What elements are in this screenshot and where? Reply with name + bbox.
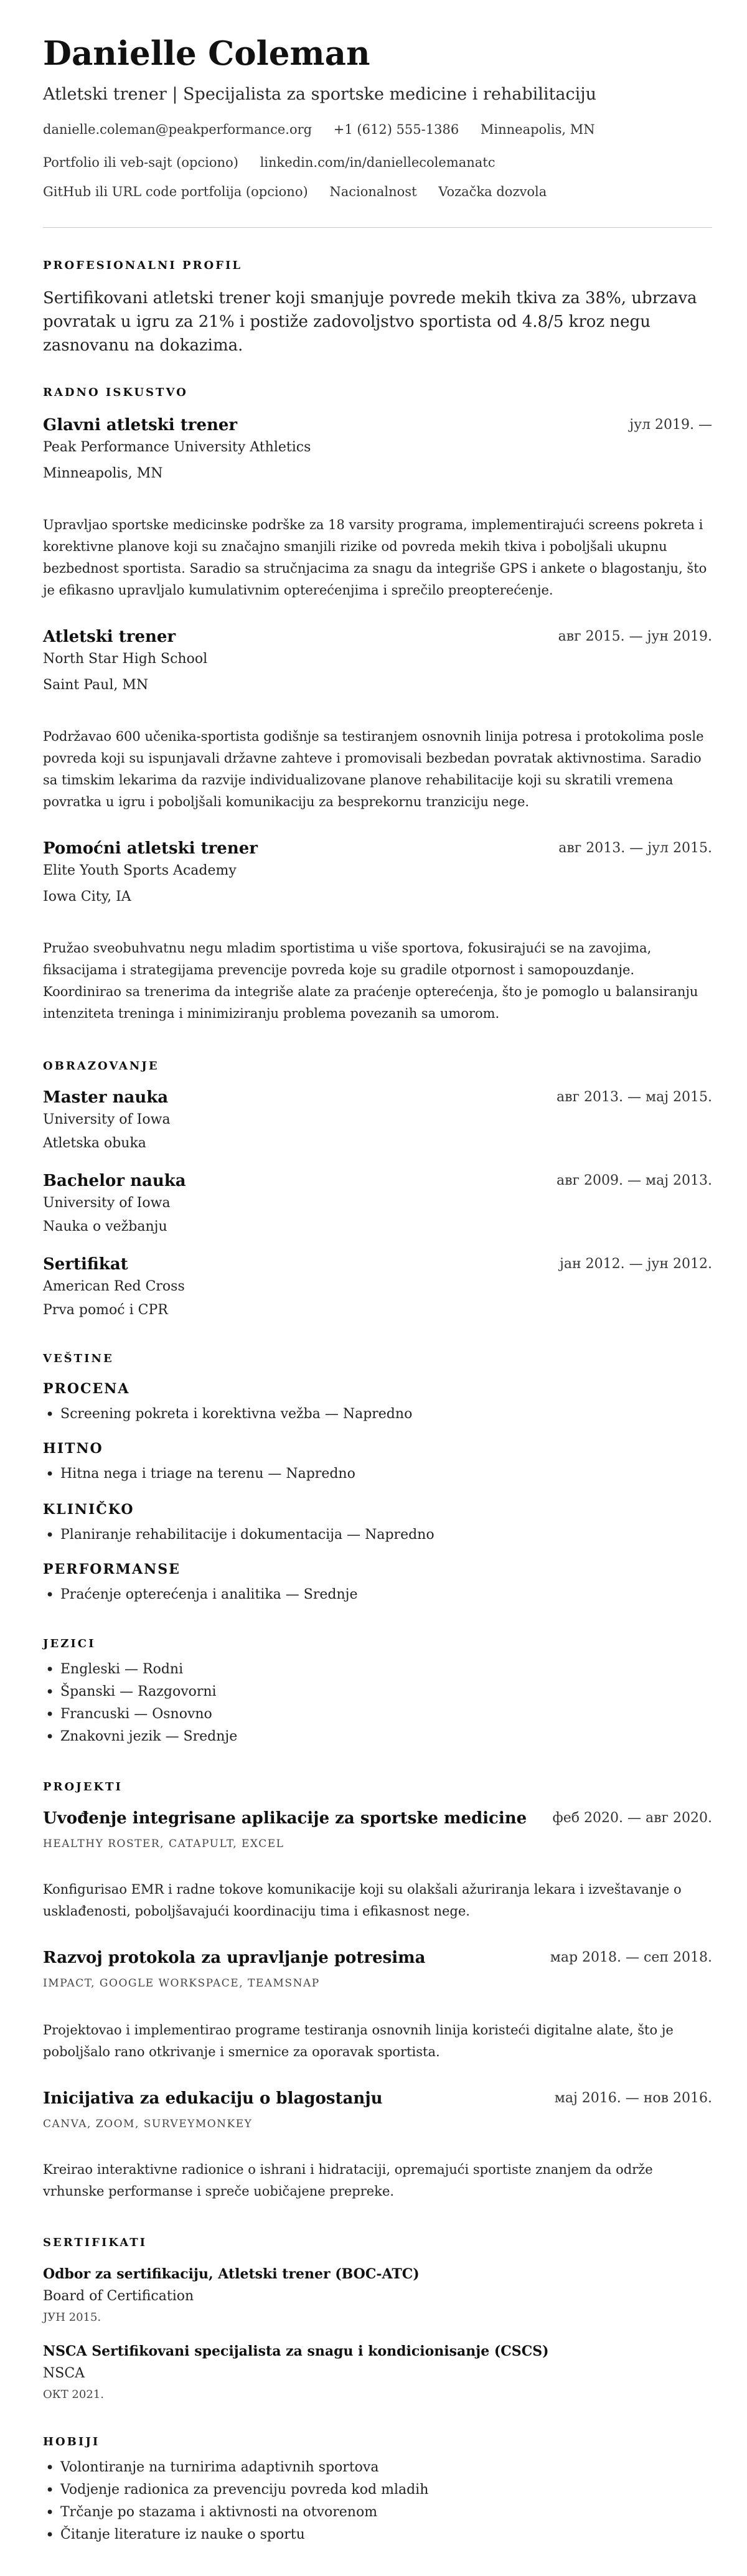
- certificate-issuer: Board of Certification: [43, 2288, 194, 2304]
- job-date: авг 2015. — јун 2019.: [558, 629, 712, 644]
- project-date: мај 2016. — нов 2016.: [554, 2090, 712, 2106]
- job-description: Upravljao sportske medicinske podrške za 18 varsity programa, implementirajući screens pokreta i korektivne planove koji su značajno smanjili rizike od povreda mekih tkiva i poboljšali ukupnu bezbednost sportista. Saradio sa stručnjacima za snagu da integriše GPS i ankete o blagostanju, što je efikasno upravljalo kumulativnim opterećenjima i sprečilo preopterećenje.: [43, 517, 707, 598]
- skill-item: • Screening pokreta i korektivna vežba — Napredno: [43, 1403, 412, 1426]
- hobby-item: • Čitanje literature iz nauke o sportu: [43, 2524, 428, 2546]
- skill-item: • Praćenje opterećenja i analitika — Srednje: [43, 1584, 357, 1606]
- contact-row-3: [43, 184, 564, 199]
- school-name: American Red Cross: [43, 1279, 185, 1294]
- project-tech: HEALTHY ROSTER, CATAPULT, EXCEL: [43, 1838, 284, 1850]
- portfolio-link[interactable]: Portfolio ili veb-sajt (opciono): [43, 155, 238, 170]
- project-date: феб 2020. — авг 2020.: [552, 1810, 712, 1826]
- skill-list: [43, 1463, 355, 1485]
- degree-title: Sertifikat: [43, 1255, 128, 1274]
- hobby-list: [43, 2456, 428, 2546]
- study-field: Nauka o vežbanju: [43, 1219, 167, 1234]
- project-date: мар 2018. — сеп 2018.: [550, 1950, 712, 1965]
- section-hobbies-heading: HOBIJI: [43, 2435, 100, 2448]
- certificate-name: NSCA Sertifikovani specijalista za snagu i kondicionisanje (CSCS): [43, 2343, 549, 2359]
- section-projects-heading: PROJEKTI: [43, 1780, 123, 1793]
- profile-summary: Sertifikovani atletski trener koji smanjuje povrede mekih tkiva za 38%, ubrzava povratak u igru za 21% i postiže zadovoljstvo sportista od 4.8/5 kroz negu zasnovanu na dokazima.: [43, 289, 697, 355]
- email-link[interactable]: danielle.coleman@peakperformance.org: [43, 122, 312, 137]
- section-skills-heading: VEŠTINE: [43, 1352, 114, 1365]
- job-location: Saint Paul, MN: [43, 677, 149, 693]
- language-item: • Španski — Razgovorni: [43, 1681, 237, 1703]
- linkedin-link[interactable]: linkedin.com/in/daniellecolemanatc: [260, 155, 496, 170]
- language-item: • Francuski — Osnovno: [43, 1703, 237, 1726]
- hobby-item: • Vodjenje radionica za prevenciju povreda kod mladih: [43, 2479, 428, 2501]
- github-link[interactable]: GitHub ili URL code portfolija (opciono): [43, 184, 308, 199]
- project-tech: CANVA, ZOOM, SURVEYMONKEY: [43, 2118, 253, 2130]
- certificate-issuer: NSCA: [43, 2366, 85, 2381]
- skill-list: [43, 1524, 435, 1546]
- degree-date: авг 2013. — мај 2015.: [556, 1089, 712, 1105]
- location-text: Minneapolis, MN: [480, 122, 595, 137]
- hobby-item: • Volontiranje na turnirima adaptivnih sportova: [43, 2456, 428, 2479]
- certificate-date: ЈУН 2015.: [43, 2311, 101, 2324]
- section-profile-heading: PROFESIONALNI PROFIL: [43, 259, 243, 272]
- section-education-heading: OBRAZOVANJE: [43, 1060, 159, 1073]
- skill-category: PERFORMANSE: [43, 1561, 181, 1577]
- project-title: Razvoj protokola za upravljanje potresima: [43, 1948, 426, 1967]
- contact-row-2: [43, 155, 513, 170]
- section-languages-heading: JEZICI: [43, 1637, 96, 1650]
- skill-category: PROCENA: [43, 1381, 130, 1397]
- project-title: Uvođenje integrisane aplikacije za sportske medicine: [43, 1809, 527, 1828]
- job-title: Atletski trener: [43, 628, 176, 646]
- job-company: North Star High School: [43, 651, 208, 667]
- study-field: Prva pomoć i CPR: [43, 1302, 168, 1318]
- study-field: Atletska obuka: [43, 1135, 146, 1151]
- skill-category: KLINIČKO: [43, 1502, 134, 1518]
- header-divider: [43, 227, 712, 228]
- skill-item: • Hitna nega i triage na terenu — Napredno: [43, 1463, 355, 1485]
- job-description: Podržavao 600 učenika-sportista godišnje sa testiranjem osnovnih linija potresa i protokolima posle povreda koji su ispunjavali državne zahteve i promovisali bezbedan povratak aktivnostima. Saradio sa timskim lekarima da razvije individualizovane planove rehabilitacije koji su skratili vremena povratka u igru i poboljšali komunikaciju za besprekornu tranziciju nege.: [43, 729, 704, 809]
- phone-text: +1 (612) 555-1386: [333, 122, 459, 137]
- job-company: Peak Performance University Athletics: [43, 440, 311, 455]
- language-item: • Engleski — Rodni: [43, 1658, 237, 1681]
- job-company: Elite Youth Sports Academy: [43, 863, 237, 878]
- contact-row-1: [43, 122, 613, 137]
- certificate-name: Odbor za sertifikaciju, Atletski trener (BOC-ATC): [43, 2266, 420, 2282]
- degree-date: авг 2009. — мај 2013.: [556, 1173, 712, 1188]
- section-certificates-heading: SERTIFIKATI: [43, 2236, 148, 2249]
- nationality-text: Nacionalnost: [329, 184, 417, 199]
- degree-title: Bachelor nauka: [43, 1172, 186, 1190]
- project-description: Konfigurisao EMR i radne tokove komunikacije koji su olakšali ažuriranja lekara i izveštavanje o usklađenosti, poboljšavajući koordinaciju tima i efikasnost nege.: [43, 1882, 682, 1919]
- language-item: • Znakovni jezik — Srednje: [43, 1726, 237, 1748]
- job-date: јул 2019. —: [629, 417, 712, 433]
- project-tech: IMPACT, GOOGLE WORKSPACE, TEAMSNAP: [43, 1977, 320, 1990]
- skill-item: • Planiranje rehabilitacije i dokumentacija — Napredno: [43, 1524, 435, 1546]
- job-location: Iowa City, IA: [43, 889, 131, 905]
- skill-list: [43, 1403, 412, 1426]
- project-description: Kreirao interaktivne radionice o ishrani i hidrataciji, opremajući sportiste znanjem da održe vrhunske performanse i spreče uobičajene prepreke.: [43, 2162, 653, 2199]
- certificate-date: ОКТ 2021.: [43, 2388, 104, 2401]
- job-title: Glavni atletski trener: [43, 416, 238, 435]
- school-name: University of Iowa: [43, 1195, 171, 1211]
- job-location: Minneapolis, MN: [43, 466, 163, 481]
- degree-title: Master nauka: [43, 1088, 169, 1107]
- language-list: [43, 1658, 237, 1748]
- job-date: авг 2013. — јул 2015.: [558, 840, 712, 856]
- hobby-item: • Trčanje po stazama i aktivnosti na otvorenom: [43, 2501, 428, 2524]
- candidate-title: Atletski trener | Specijalista za sportske medicine i rehabilitaciju: [43, 85, 596, 104]
- project-title: Inicijativa za edukaciju o blagostanju: [43, 2089, 383, 2108]
- job-title: Pomoćni atletski trener: [43, 839, 258, 858]
- skill-list: [43, 1584, 357, 1606]
- job-description: Pružao sveobuhvatnu negu mladim sportistima u više sportova, fokusirajući se na zavojima, fiksacijama i strategijama prevencije povreda koje su gradile otpornost i samopouzdanje. Koordinirao sa trenerima da integriše alate za praćenje opterećenja, što je pomoglo u balansiranju intenziteta treninga i minimiziranju problema povezanih sa umorom.: [43, 941, 698, 1021]
- project-description: Projektovao i implementirao programe testiranja osnovnih linija koristeći digitalne alate, što je poboljšalo rano otkrivanje i smernice za oporavak sportista.: [43, 2023, 674, 2059]
- school-name: University of Iowa: [43, 1112, 171, 1127]
- license-text: Vozačka dozvola: [438, 184, 547, 199]
- skill-category: HITNO: [43, 1441, 103, 1457]
- degree-date: јан 2012. — јун 2012.: [560, 1256, 712, 1272]
- candidate-name: Danielle Coleman: [43, 34, 370, 73]
- section-experience-heading: RADNO ISKUSTVO: [43, 386, 188, 399]
